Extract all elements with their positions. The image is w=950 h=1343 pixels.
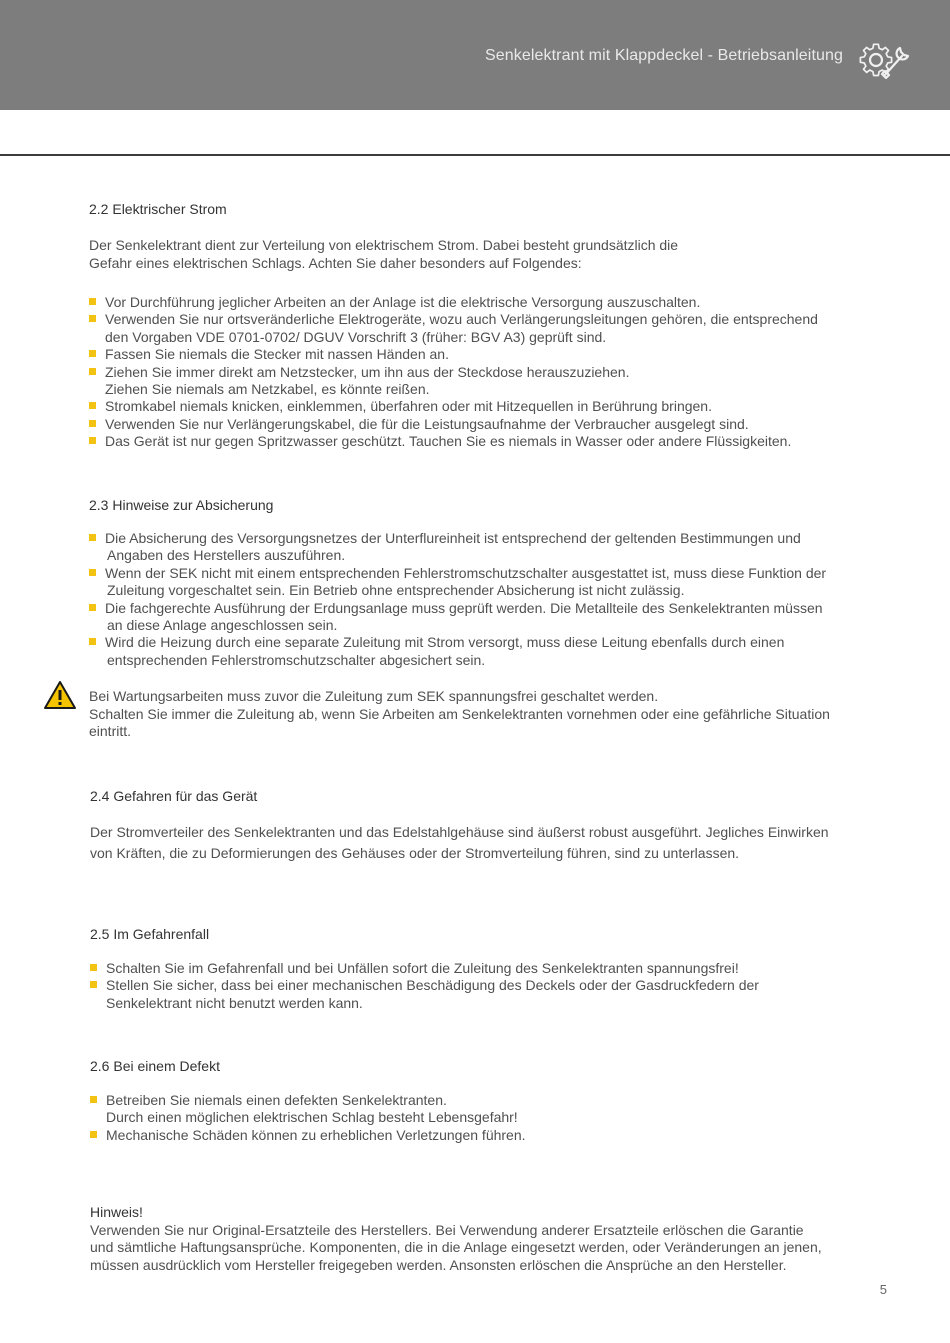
- section-heading-2-5: 2.5 Im Gefahrenfall: [90, 926, 210, 942]
- list-item-text: den Vorgaben VDE 0701-0702/ DGUV Vorschrift 3 (früher: BGV A3) geprüft sind.: [105, 328, 607, 345]
- list-item: [89, 416, 818, 433]
- section-2-2-bullets: [89, 294, 818, 451]
- list-item: [90, 977, 759, 1012]
- list-item-text: Verwenden Sie nur Verlängerungskabel, die für die Leistungsaufnahme der Verbraucher ausgelegt sind.: [105, 415, 749, 432]
- header-divider: [0, 154, 950, 156]
- list-item-text: Wenn der SEK nicht mit einem entsprechenden Fehlerstromschutzschalter ausgestattet ist, muss diese Funktion der: [105, 564, 827, 581]
- page-header: [0, 0, 950, 110]
- note-line: müssen ausdrücklich vom Hersteller freigegeben werden. Ansonsten erlöschen die Ansprüche an den Hersteller.: [90, 1256, 787, 1273]
- list-item: [89, 311, 818, 346]
- note-title: Hinweis!: [90, 1204, 143, 1220]
- list-item-text: Ziehen Sie niemals am Netzkabel, es könnte reißen.: [105, 381, 430, 398]
- note-block: [90, 1204, 822, 1274]
- list-item: [89, 294, 818, 311]
- list-item-text: Verwenden Sie nur ortsveränderliche Elektrogeräte, wozu auch Verlängerungsleitungen gehören, die entsprechend: [105, 311, 818, 328]
- warning-line: eintritt.: [89, 723, 132, 740]
- note-line: Verwenden Sie nur Original-Ersatzteile des Herstellers. Bei Verwendung anderer Ersatzteile erlöschen die Garantie: [90, 1221, 804, 1238]
- warning-line: Schalten Sie immer die Zuleitung ab, wenn Sie Arbeiten am Senkelektranten vornehmen oder eine gefährliche Situation: [89, 705, 830, 722]
- page-number: 5: [879, 1282, 887, 1297]
- list-item-text: Angaben des Herstellers auszuführen.: [107, 547, 346, 564]
- bullet-square-icon: [90, 964, 97, 971]
- list-item: [89, 364, 818, 399]
- list-item: [90, 1127, 526, 1144]
- section-heading-2-2: 2.2 Elektrischer Strom: [89, 201, 227, 217]
- list-item-text: Schalten Sie im Gefahrenfall und bei Unfällen sofort die Zuleitung des Senkelektranten spannungsfrei!: [106, 960, 739, 976]
- section-2-4-text: [90, 822, 829, 864]
- bullet-square-icon: [89, 315, 96, 322]
- list-item-text: Vor Durchführung jeglicher Arbeiten an der Anlage ist die elektrische Versorgung auszuschalten.: [105, 294, 701, 310]
- bullet-square-icon: [89, 298, 96, 305]
- list-item-text: Durch einen möglichen elektrischen Schlag besteht Lebensgefahr!: [106, 1109, 518, 1126]
- bullet-square-icon: [89, 420, 96, 427]
- section-2-6-bullets: [90, 1092, 526, 1144]
- bullet-square-icon: [90, 1096, 97, 1103]
- warning-triangle-icon: [43, 680, 77, 710]
- list-item: [90, 1092, 526, 1127]
- list-item-text: Stellen Sie sicher, dass bei einer mechanischen Beschädigung des Deckels oder der Gasdruckfedern der: [106, 977, 759, 994]
- section-heading-2-6: 2.6 Bei einem Defekt: [90, 1058, 220, 1074]
- list-item: [89, 530, 826, 565]
- list-item-text: Wird die Heizung durch eine separate Zuleitung mit Strom versorgt, muss diese Leitung ebenfalls durch einen: [105, 634, 785, 651]
- section-heading-2-3: 2.3 Hinweise zur Absicherung: [89, 497, 274, 513]
- document-title: Senkelektrant mit Klappdeckel - Betriebsanleitung: [485, 47, 843, 64]
- list-item-text: Senkelektrant nicht benutzt werden kann.: [106, 994, 363, 1011]
- list-item-text: Fassen Sie niemals die Stecker mit nassen Händen an.: [105, 346, 449, 363]
- list-item: [89, 398, 818, 415]
- list-item: [89, 433, 818, 450]
- intro-line: Gefahr eines elektrischen Schlags. Achten Sie daher besonders auf Folgendes:: [89, 254, 582, 271]
- bullet-square-icon: [89, 569, 96, 576]
- bullet-square-icon: [89, 350, 96, 357]
- bullet-square-icon: [90, 1131, 97, 1138]
- list-item-text: an diese Anlage angeschlossen sein.: [107, 617, 338, 634]
- bullet-square-icon: [89, 534, 96, 541]
- paragraph-line: Der Stromverteiler des Senkelektranten und das Edelstahlgehäuse sind äußerst robust ausgeführt. Jegliches Einwirken: [90, 824, 829, 840]
- section-2-2-intro: [89, 237, 678, 272]
- section-2-5-bullets: [90, 960, 759, 1012]
- bullet-square-icon: [89, 402, 96, 409]
- list-item-text: Stromkabel niemals knicken, einklemmen, überfahren oder mit Hitzequellen in Berührung bringen.: [105, 398, 712, 415]
- section-heading-2-4: 2.4 Gefahren für das Gerät: [90, 788, 258, 804]
- list-item: [89, 600, 826, 635]
- list-item: [89, 346, 818, 363]
- list-item-text: Das Gerät ist nur gegen Spritzwasser geschützt. Tauchen Sie es niemals in Wasser oder andere Flüssigkeiten.: [105, 433, 792, 450]
- bullet-square-icon: [90, 981, 97, 988]
- bullet-square-icon: [89, 638, 96, 645]
- warning-text: [89, 688, 830, 741]
- list-item: [89, 634, 826, 669]
- list-item-text: Ziehen Sie immer direkt am Netzstecker, um ihn aus der Steckdose herauszuziehen.: [105, 363, 630, 380]
- list-item-text: Die fachgerechte Ausführung der Erdungsanlage muss geprüft werden. Die Metallteile des Senkelektranten müssen: [105, 599, 823, 616]
- section-2-3-bullets: [89, 530, 826, 669]
- bullet-square-icon: [89, 368, 96, 375]
- gear-wrench-icon: [856, 38, 916, 84]
- list-item-text: Die Absicherung des Versorgungsnetzes der Unterflureinheit ist entsprechend der geltenden Bestimmungen und: [105, 530, 801, 546]
- intro-line: Der Senkelektrant dient zur Verteilung von elektrischem Strom. Dabei besteht grundsätzlich die: [89, 237, 679, 253]
- bullet-square-icon: [89, 437, 96, 444]
- list-item: [90, 960, 759, 977]
- paragraph-line: von Kräften, die zu Deformierungen des Gehäuses oder der Stromverteilung führen, sind zu unterlassen.: [90, 845, 740, 861]
- list-item: [89, 565, 826, 600]
- list-item-text: Betreiben Sie niemals einen defekten Senkelektranten.: [106, 1092, 447, 1108]
- list-item-text: Mechanische Schäden können zu erheblichen Verletzungen führen.: [106, 1126, 526, 1143]
- warning-line: Bei Wartungsarbeiten muss zuvor die Zuleitung zum SEK spannungsfrei geschaltet werden.: [89, 688, 659, 704]
- bullet-square-icon: [89, 604, 96, 611]
- list-item-text: Zuleitung vorgeschaltet sein. Ein Betrieb ohne entsprechender Absicherung ist nicht zulässig.: [107, 582, 685, 599]
- list-item-text: entsprechenden Fehlerstromschutzschalter abgesichert sein.: [107, 651, 486, 668]
- note-line: und sämtliche Haftungsansprüche. Komponenten, die in die Anlage eingesetzt werden, oder Veränderungen an jenen,: [90, 1239, 822, 1256]
